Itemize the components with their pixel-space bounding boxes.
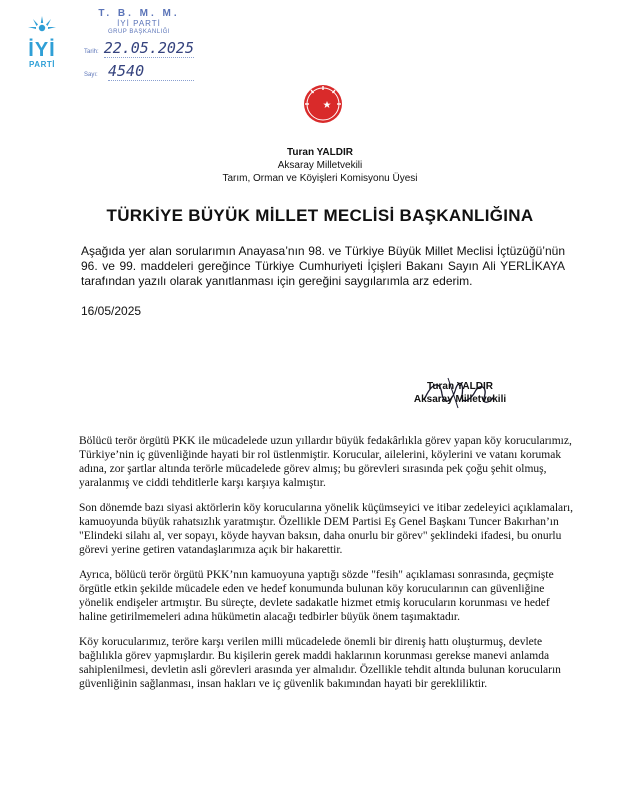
stamp-number-label: Sayı: — [84, 72, 98, 78]
signature-role: Aksaray Milletvekili — [413, 394, 507, 405]
registry-stamp — [84, 8, 194, 82]
sender-role: Aksaray Milletvekili — [277, 160, 363, 171]
stamp-number-row — [84, 62, 194, 82]
stamp-line2: İYİ PARTİ — [117, 19, 161, 28]
party-logo — [20, 14, 64, 69]
document-title: TÜRKİYE BÜYÜK MİLLET MECLİSİ BAŞKANLIĞINA — [106, 206, 534, 225]
stamp-date-row — [84, 39, 194, 59]
star-burst-icon — [27, 14, 57, 38]
signature-block — [400, 380, 520, 406]
party-logo-name: İYİ — [28, 39, 56, 61]
stamp-number-value: 4540 — [108, 62, 194, 81]
stamp-line3: GRUP BAŞKANLIĞI — [107, 29, 171, 35]
stamp-date-label: Tarih: — [84, 49, 99, 55]
body-text — [79, 434, 579, 702]
stamp-date-value: 22.05.2025 — [103, 39, 194, 57]
sender-name: Turan YALDIR — [287, 147, 353, 158]
body-paragraph-2: Son dönemde bazı siyasi aktörlerin köy korucularına yönelik küçümseyici ve itibar zedeleyici açıklamaları, kamuoyunda büyük rahatsızlık yaratmıştır. Özellikle DEM Partisi Eş Genel Başkanı Tuncer Bakırhan’ın "Elindeki silahı al, ver sopayı, köyde hayvan baksın, daha onurlu bir görev" şeklindeki ifadesi, bu onurlu görevi yerine getiren vatandaşlarımıza açık bir hakarettir. — [79, 502, 574, 556]
body-paragraph-1: Bölücü terör örgütü PKK ile mücadelede uzun yıllardır büyük fedakârlıkla görev yapan köy korucularımız, Türkiye’nin iç güvenliğinde hayati bir rol üstlenmiştir. Korucular, ailelerini, köylerini ve vatanı korumak adına, zor şartlar altında terörle mücadelede görev almış; bu görevleri sırasında pek çoğu şehit olmuş, yaralanmış ve ciddi tehditlerle karşı karşıya kalmıştır. — [79, 435, 572, 489]
party-logo-sub: PARTİ — [29, 60, 55, 69]
intro-paragraph: Aşağıda yer alan sorularımın Anayasa’nın 98. ve Türkiye Büyük Millet Meclisi İçtüzüğü’nün 96. ve 99. maddeleri gereğince Türkiye Cumhuriyeti İçişleri Bakanı Sayın Ali YERLİKAYA tarafından yazılı olarak yanıtlanması için gereğini saygılarımla arz ederim. — [81, 244, 565, 288]
signature-name: Turan YALDIR — [427, 381, 493, 392]
intro-date: 16/05/2025 — [81, 304, 142, 318]
sender-block — [150, 146, 490, 185]
stamp-line1: T. B. M. M. — [98, 8, 180, 19]
sender-committee: Tarım, Orman ve Köyişleri Komisyonu Üyesi — [222, 173, 418, 184]
body-paragraph-3: Ayrıca, bölücü terör örgütü PKK’nın kamuoyuna yaptığı sözde "fesih" açıklaması sonrasında, geçmişte örgütle etkin şekilde mücadele eden ve hedef konumunda bulunan köy korucularının can güvenliğine yönelik endişeler artmıştır. Bu süreçte, devlete sadakatle hizmet etmiş korucuların korunması ve hedef haline getirilmemeleri adına hükümetin alacağı tedbirler büyük önem taşımaktadır. — [79, 569, 554, 623]
body-paragraph-4: Köy korucularımız, teröre karşı verilen milli mücadelede önemli bir direniş hattı oluşturmuş, devlete bağlılıkla görev yapmışlardır. Bu kişilerin gerek maddi haklarının korunması gerekse manevi anlamda sahiplenilmesi, devletin asli görevleri arasında yer almalıdır. Özellikle tehdit altında bulunan korucuların güvenliğinin sağlanması, insan hakları ve iç güvenlik bakımından hayati bir gerekliliktir. — [79, 636, 561, 690]
tbmm-emblem-icon — [303, 84, 343, 124]
